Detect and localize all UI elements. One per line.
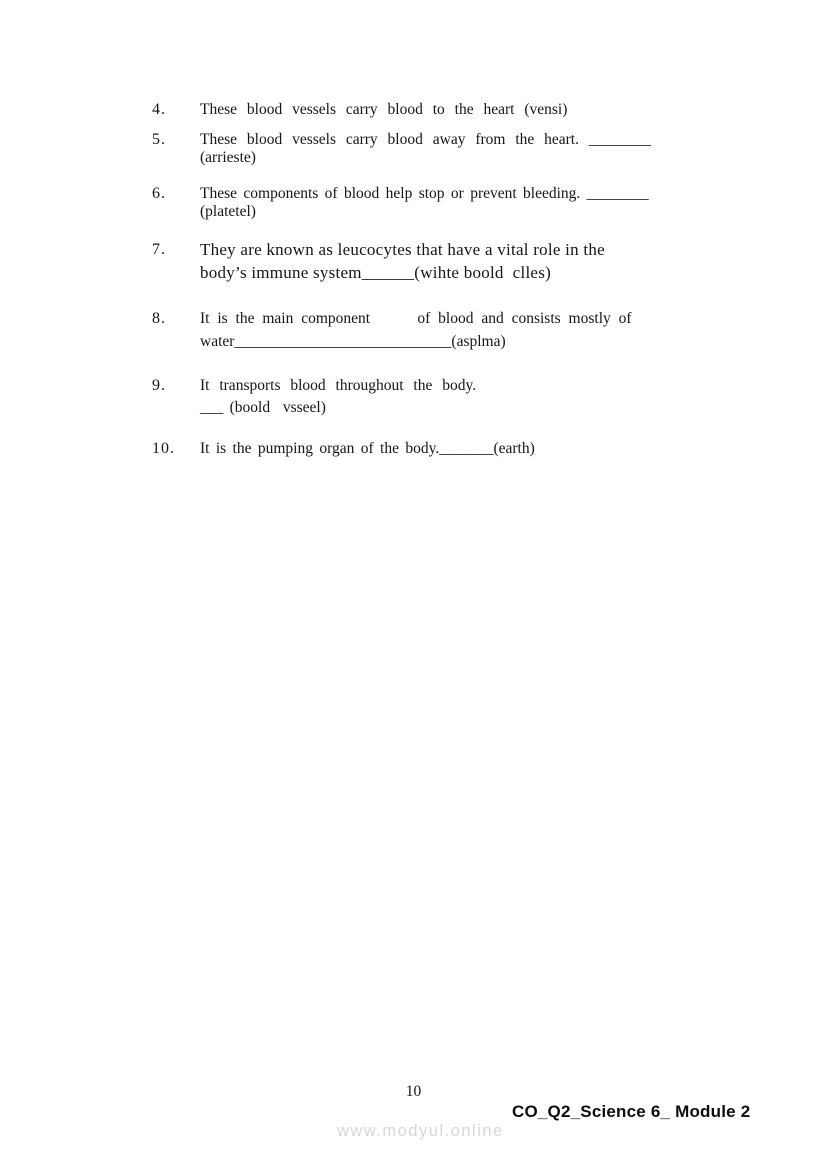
question-number: 8. — [152, 310, 166, 327]
question-text: It is the main component of blood and consists mostly of — [200, 310, 632, 327]
question-continuation: water____________________________(asplma) — [200, 333, 506, 350]
question-text: These blood vessels carry blood to the heart (vensi) — [200, 101, 568, 118]
module-footer-label: CO_Q2_Science 6_ Module 2 — [512, 1102, 751, 1121]
question-number: 9. — [152, 377, 166, 394]
question-number: 7. — [152, 241, 166, 258]
watermark-text: www.modyul.online — [337, 1122, 504, 1140]
question-number: 6. — [152, 185, 166, 202]
question-text: They are known as leucocytes that have a vital role in the — [200, 240, 605, 259]
question-continuation: body’s immune system______(wihte boold clles) — [200, 263, 551, 282]
question-number: 10. — [152, 440, 175, 457]
page-number: 10 — [405, 1083, 422, 1100]
question-text: It transports blood throughout the body. — [200, 377, 477, 394]
question-number: 4. — [152, 101, 166, 118]
question-hint: (platetel) — [200, 203, 256, 220]
question-text: It is the pumping organ of the body._______(earth) — [200, 440, 535, 457]
question-text: These components of blood help stop or prevent bleeding. ________ — [200, 185, 649, 202]
question-number: 5. — [152, 131, 166, 148]
question-hint: ___ (boold vsseel) — [200, 399, 326, 416]
question-text: These blood vessels carry blood away from the heart. ________ — [200, 131, 651, 148]
question-hint: (arrieste) — [200, 149, 256, 166]
